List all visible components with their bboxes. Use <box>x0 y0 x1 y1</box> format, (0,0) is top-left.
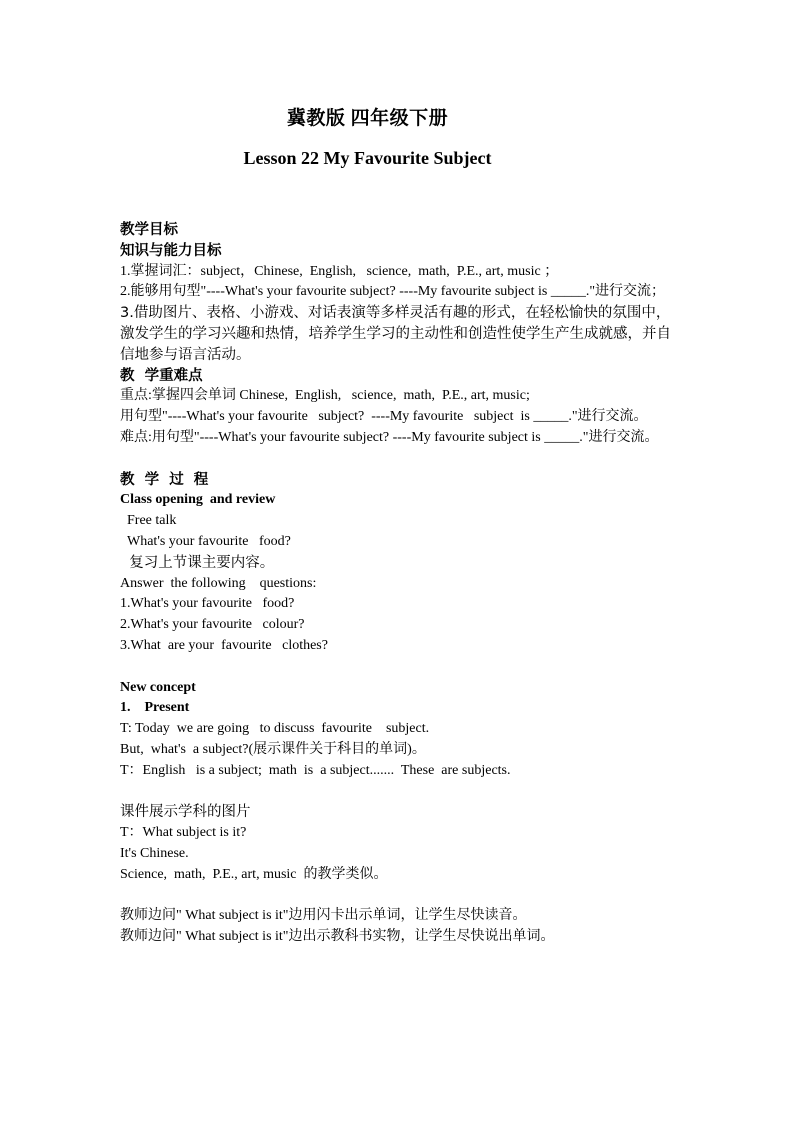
teacher-line-3: T：English is a subject; math is a subject....... These are subjects. <box>120 762 511 778</box>
key-point-2: 用句型"----What's your favourite subject? ----My favourite subject is _____."进行交流。 <box>120 409 648 425</box>
textbook-line: 教师边问" What subject is it"边出示教科书实物，让学生尽快说出单词。 <box>120 929 555 945</box>
teacher-line-2: But, what's a subject?(展示课件关于科目的单词)。 <box>120 741 426 757</box>
objectives-heading: 教学目标 <box>120 222 178 238</box>
question-3: 3.What are your favourite clothes? <box>120 637 328 653</box>
free-talk-line: Free talk <box>120 513 177 529</box>
new-concept-heading: New concept <box>120 679 196 695</box>
key-point-1: 重点:掌握四会单词 Chinese, English, science, math, P.E., art, music; <box>120 388 530 404</box>
show-pictures-line: 课件展示学科的图片 <box>120 804 251 821</box>
teacher-line-1: T: Today we are going to discuss favourite subject. <box>120 721 430 737</box>
teacher-line-4: T：What subject is it? <box>120 825 247 841</box>
document-title-chinese: 冀教版 四年级下册 <box>286 108 449 129</box>
objective-item-3: 3.借助图片、表格、小游戏、对话表演等多样灵活有趣的形式，在轻松愉快的氛围中，激发学生的学习兴趣和热情，培养学生学习的主动性和创造性使学生产生成就感，并自信地参与语言活动。 <box>120 305 671 363</box>
document-body <box>120 220 680 948</box>
objective-item-1: 1.掌握词汇：subject，Chinese, English, science, math, P.E., art, music ； <box>120 263 559 279</box>
class-opening-heading: Class opening and review <box>120 492 276 508</box>
question-2: 2.What's your favourite colour? <box>120 617 305 633</box>
answer-instruction: Answer the following questions: <box>120 575 317 591</box>
spacer <box>120 782 680 803</box>
question-1: 1.What's your favourite food? <box>120 596 295 612</box>
present-heading: 1. Present <box>120 700 190 716</box>
favourite-food-question: What's your favourite food? <box>120 533 291 549</box>
document-title-lesson: Lesson 22 My Favourite Subject <box>243 148 492 168</box>
spacer <box>120 657 680 678</box>
process-heading: 教 学 过 程 <box>120 471 209 488</box>
answer-line: It's Chinese. <box>120 845 189 861</box>
key-points-heading: 教 学重难点 <box>120 367 203 384</box>
review-line: 复习上节课主要内容。 <box>120 554 275 571</box>
spacer <box>120 886 680 907</box>
spacer <box>120 449 680 470</box>
knowledge-ability-heading: 知识与能力目标 <box>120 242 222 259</box>
flashcard-line: 教师边问" What subject is it"边用闪卡出示单词，让学生尽快读音。 <box>120 908 527 924</box>
similar-teaching-line: Science, math, P.E., art, music 的教学类似。 <box>120 866 388 882</box>
difficulty-point: 难点:用句型"----What's your favourite subject? ----My favourite subject is _____."进行交流。 <box>120 429 659 445</box>
objective-item-2: 2.能够用句型"----What's your favourite subject? ----My favourite subject is _____."进行交流； <box>120 284 666 300</box>
